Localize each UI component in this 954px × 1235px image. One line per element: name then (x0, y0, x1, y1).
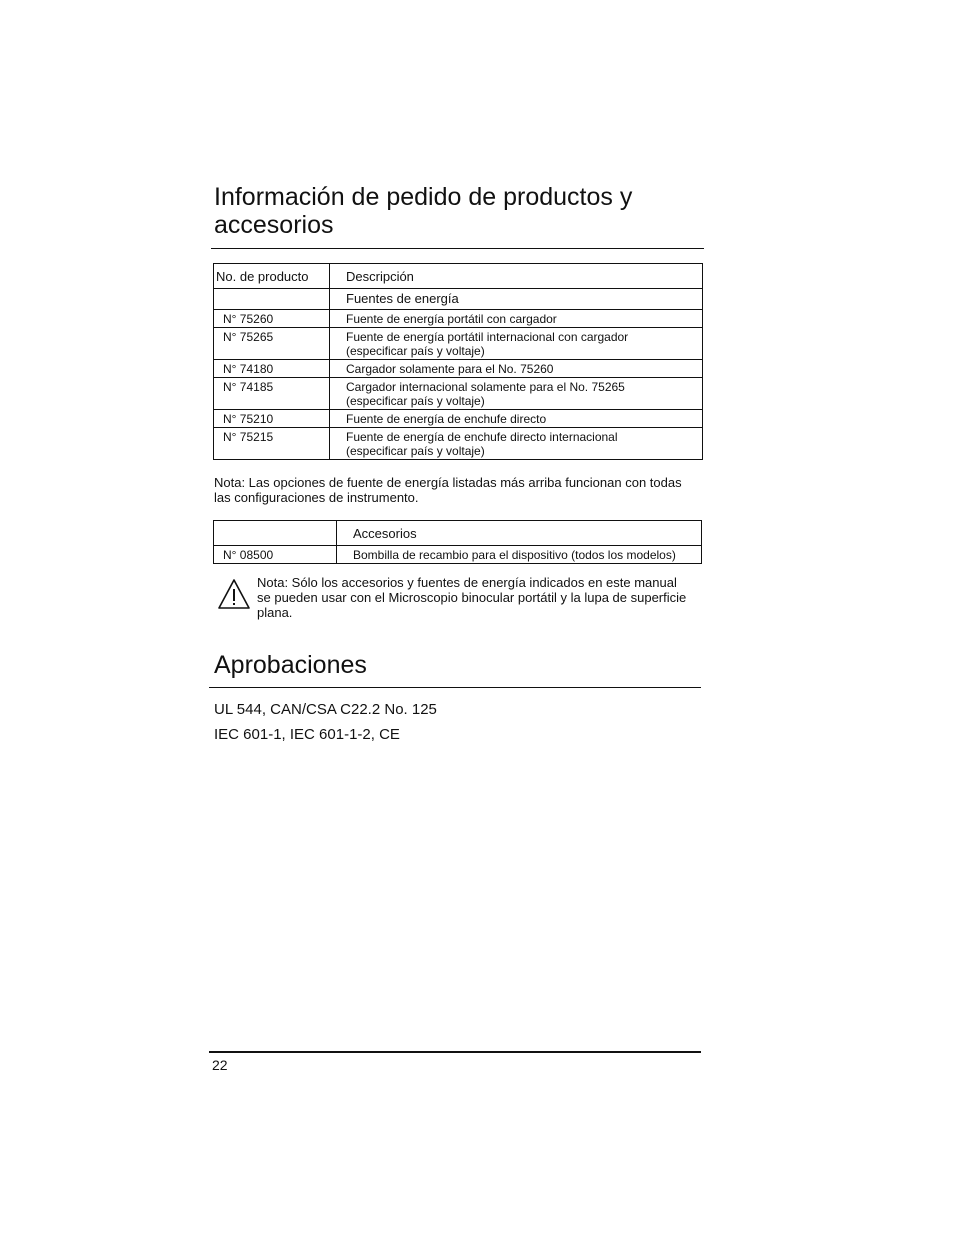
page-number: 22 (212, 1057, 228, 1073)
note-line: las configuraciones de instrumento. (214, 490, 419, 505)
title-divider (211, 248, 704, 249)
desc-line: Fuente de energía portátil internacional con cargador (346, 330, 629, 344)
product-no: N° 74185 (214, 378, 330, 410)
table-row (214, 546, 702, 564)
table-row (214, 428, 703, 460)
group-row-accessories (214, 521, 702, 546)
note-line: plana. (257, 605, 293, 620)
product-desc (330, 428, 703, 460)
note-line: Nota: Las opciones de fuente de energía listadas más arriba funcionan con todas (214, 475, 682, 490)
desc-line: Cargador solamente para el No. 75260 (346, 362, 554, 376)
section-title-approvals: Aprobaciones (214, 651, 367, 679)
power-options-note (214, 475, 704, 505)
desc-line: Fuente de energía de enchufe directo (346, 412, 547, 426)
header-description: Descripción (330, 264, 703, 289)
warning-triangle-icon (217, 578, 251, 610)
title-line-2: accesorios (214, 211, 334, 239)
product-no: N° 75260 (214, 310, 330, 328)
desc-line: Cargador internacional solamente para el No. 75265 (346, 380, 625, 394)
product-desc (330, 328, 703, 360)
product-desc (337, 546, 702, 564)
desc-line: (especificar país y voltaje) (346, 444, 485, 458)
footer-divider (209, 1051, 701, 1053)
product-no: N° 75215 (214, 428, 330, 460)
desc-line: Fuente de energía portátil con cargador (346, 312, 557, 326)
table-row (214, 328, 703, 360)
table-row (214, 378, 703, 410)
desc-line: Bombilla de recambio para el dispositivo (todos los modelos) (353, 548, 676, 562)
section-title-ordering-info (214, 183, 694, 239)
product-no: N° 08500 (214, 546, 337, 564)
group-label-accessories: Accesorios (337, 521, 702, 546)
note-line: se pueden usar con el Microscopio binocular portátil y la lupa de superficie (257, 590, 687, 605)
power-supply-table (213, 263, 703, 460)
approvals-divider (209, 687, 701, 688)
desc-line: Fuente de energía de enchufe directo internacional (346, 430, 618, 444)
product-no: N° 74180 (214, 360, 330, 378)
note-line: Nota: Sólo los accesorios y fuentes de energía indicados en este manual (257, 575, 677, 590)
empty-cell (214, 521, 337, 546)
empty-cell (214, 289, 330, 310)
table-row (214, 410, 703, 428)
cert-item: UL 544, CAN/CSA C22.2 No. 125 (214, 701, 437, 718)
product-desc (330, 310, 703, 328)
desc-line: (especificar país y voltaje) (346, 394, 485, 408)
desc-line: (especificar país y voltaje) (346, 344, 485, 358)
product-desc (330, 378, 703, 410)
table-header-row (214, 264, 703, 289)
product-desc (330, 360, 703, 378)
header-product-no: No. de producto (214, 264, 330, 289)
product-desc (330, 410, 703, 428)
product-no: N° 75210 (214, 410, 330, 428)
group-row-power (214, 289, 703, 310)
accessories-table (213, 520, 702, 564)
product-no: N° 75265 (214, 328, 330, 360)
group-label-power: Fuentes de energía (330, 289, 703, 310)
title-line-1: Información de pedido de productos y (214, 183, 633, 211)
cert-item: IEC 601-1, IEC 601-1-2, CE (214, 726, 400, 743)
accessories-warning-note (257, 575, 707, 620)
table-row (214, 310, 703, 328)
table-row (214, 360, 703, 378)
